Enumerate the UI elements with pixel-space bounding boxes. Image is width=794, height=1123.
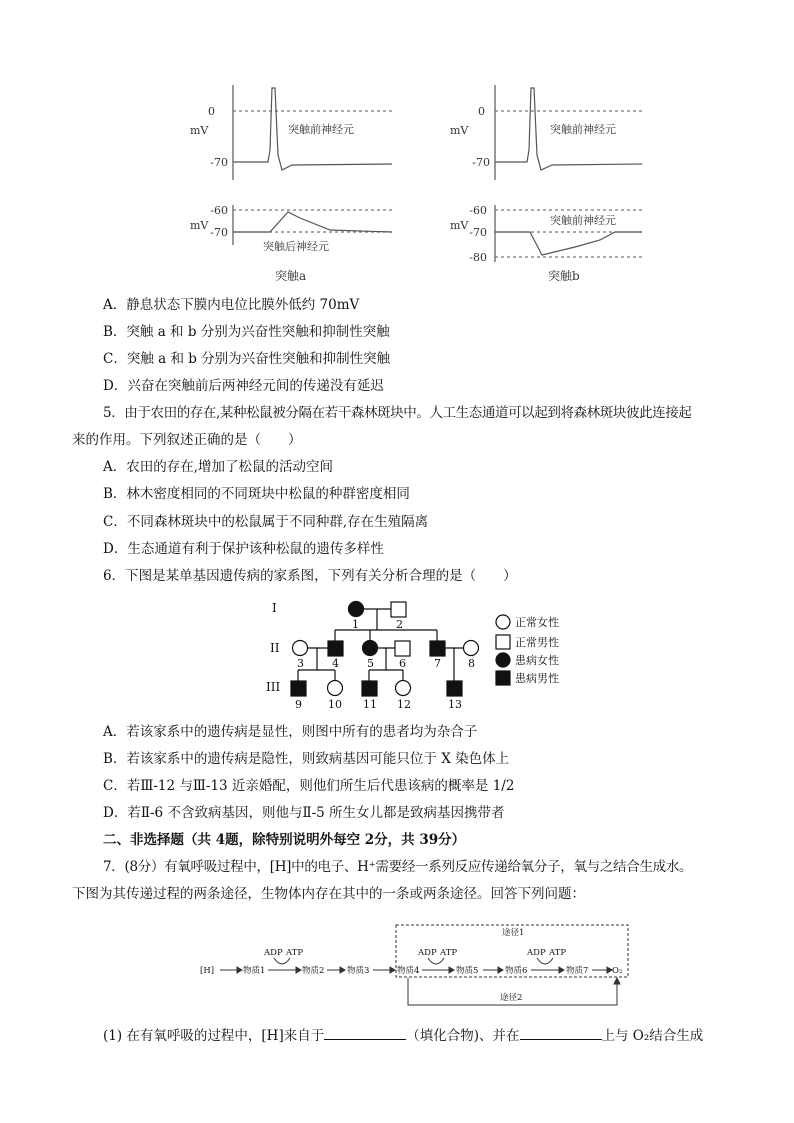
svg-text:物质6: 物质6 [505, 966, 528, 976]
pedigree-gen-ii: II [270, 641, 280, 655]
svg-text:7: 7 [434, 657, 441, 670]
svg-text:1: 1 [352, 618, 359, 631]
svg-text:物质7: 物质7 [566, 966, 589, 976]
synapse-a-pre-label: 突触前神经元 [288, 123, 354, 136]
svg-text:-60: -60 [210, 204, 228, 217]
synapse-b-caption: 突触b [548, 269, 580, 283]
synapse-a-tick-0: 0 [208, 105, 215, 118]
q4-option-b: B．突触 a 和 b 分别为兴奋性突触和抑制性突触 [103, 324, 390, 340]
legend-normal-male: 正常男性 [515, 636, 559, 649]
svg-text:ATP: ATP [549, 948, 567, 958]
svg-text:O₂: O₂ [612, 966, 623, 976]
q5-option-c: C．不同森林斑块中的松鼠属于不同种群,存在生殖隔离 [103, 514, 429, 530]
svg-text:0: 0 [478, 105, 485, 118]
q6-stem: 6．下图是某单基因遗传病的家系图，下列有关分析合理的是（ ） [103, 568, 517, 584]
svg-text:6: 6 [399, 657, 406, 670]
svg-text:5: 5 [367, 657, 374, 670]
synapse-a-unit: mV [190, 124, 209, 137]
svg-text:mV: mV [450, 124, 469, 137]
legend-normal-female: 正常女性 [515, 616, 559, 629]
legend-affected-male: 患病男性 [515, 672, 559, 685]
svg-text:mV: mV [190, 219, 209, 232]
svg-text:-70: -70 [210, 226, 228, 239]
synapse-b-post-label: 突触前神经元 [550, 214, 616, 227]
svg-text:2: 2 [396, 618, 403, 631]
pedigree-gen-iii: III [266, 680, 281, 694]
q4-option-a: A．静息状态下膜内电位比膜外低约 70mV [103, 297, 360, 313]
svg-text:ATP: ATP [440, 948, 458, 958]
svg-text:-70: -70 [469, 226, 487, 239]
section-2-heading: 二、非选择题（共 4题，除特别说明外每空 2分，共 39分） [103, 832, 466, 848]
svg-text:8: 8 [468, 657, 475, 670]
svg-text:3: 3 [297, 657, 304, 670]
svg-text:-70: -70 [210, 156, 228, 169]
svg-text:ADP: ADP [527, 948, 546, 958]
q5-option-a: A．农田的存在,增加了松鼠的活动空间 [103, 459, 334, 475]
svg-text:-80: -80 [469, 251, 487, 264]
q7-sub1-text-b: （填化合物)、并在 [406, 1028, 520, 1044]
q7-sub1-blank-2[interactable] [520, 1025, 602, 1040]
svg-text:12: 12 [397, 698, 411, 711]
q7-stem-line1: 7．(8分）有氧呼吸过程中，[H]中的电子、H⁺需要经一系列反应传递给氧分子，氧与之结合生成水。 [103, 859, 693, 875]
svg-text:ADP: ADP [264, 948, 283, 958]
synapse-a-caption: 突触a [275, 269, 307, 283]
q5-stem-line2: 来的作用。下列叙述正确的是（ ） [72, 432, 302, 448]
q7-sub1-text-c: 上与 O₂结合生成 [601, 1028, 704, 1044]
q5-option-b: B．林木密度相同的不同斑块中松鼠的种群密度相同 [103, 486, 410, 502]
svg-text:-60: -60 [469, 204, 487, 217]
svg-text:物质1: 物质1 [243, 966, 266, 976]
q5-stem-line1: 5．由于农田的存在,某种松鼠被分隔在若干森林斑块中。人工生态通道可以起到将森林斑块彼此连接起 [103, 405, 692, 421]
q7-sub1-text-a: (1) 在有氧呼吸的过程中，[H]来自于 [103, 1028, 325, 1044]
svg-text:ATP: ATP [286, 948, 304, 958]
q6-option-d: D．若Ⅱ-6 不含致病基因，则他与Ⅱ-5 所生女儿都是致病基因携带者 [103, 805, 505, 821]
svg-text:4: 4 [332, 657, 339, 670]
h-label: [H] [200, 966, 215, 976]
q6-option-a: A．若该家系中的遗传病是显性，则图中所有的患者均为杂合子 [103, 724, 478, 740]
svg-text:物质3: 物质3 [347, 966, 370, 976]
pedigree-gen-i: I [272, 601, 277, 615]
svg-text:13: 13 [448, 698, 462, 711]
svg-text:ADP: ADP [418, 948, 437, 958]
svg-text:物质2: 物质2 [302, 966, 325, 976]
svg-text:-70: -70 [472, 156, 490, 169]
legend-affected-female: 患病女性 [515, 654, 559, 667]
svg-text:10: 10 [328, 698, 342, 711]
synapse-a-post-label: 突触后神经元 [263, 240, 329, 253]
svg-text:9: 9 [295, 698, 302, 711]
q5-option-d: D．生态通道有利于保护该种松鼠的遗传多样性 [103, 541, 384, 557]
q7-sub1-blank-1[interactable] [324, 1025, 406, 1040]
svg-text:11: 11 [363, 698, 377, 711]
q6-option-c: C．若Ⅲ-12 与Ⅲ-13 近亲婚配，则他们所生后代患该病的概率是 1/2 [103, 778, 515, 794]
q4-option-d: D．兴奋在突触前后两神经元间的传递没有延迟 [103, 378, 384, 394]
svg-text:物质4: 物质4 [397, 966, 420, 976]
q7-sub1 [103, 1025, 703, 1045]
path1-label: 途径1 [502, 928, 525, 938]
q7-stem-line2: 下图为其传递过程的两条途径，生物体内存在其中的一条或两条途径。回答下列问题： [72, 886, 585, 902]
q6-option-b: B．若该家系中的遗传病是隐性，则致病基因可能只位于 X 染色体上 [103, 751, 510, 767]
q4-option-c: C．突触 a 和 b 分别为兴奋性突触和抑制性突触 [103, 351, 391, 367]
svg-text:物质5: 物质5 [456, 966, 479, 976]
svg-text:mV: mV [450, 219, 469, 232]
synapse-b-pre-label-top: 突触前神经元 [550, 123, 616, 136]
path2-label: 途径2 [500, 993, 523, 1003]
